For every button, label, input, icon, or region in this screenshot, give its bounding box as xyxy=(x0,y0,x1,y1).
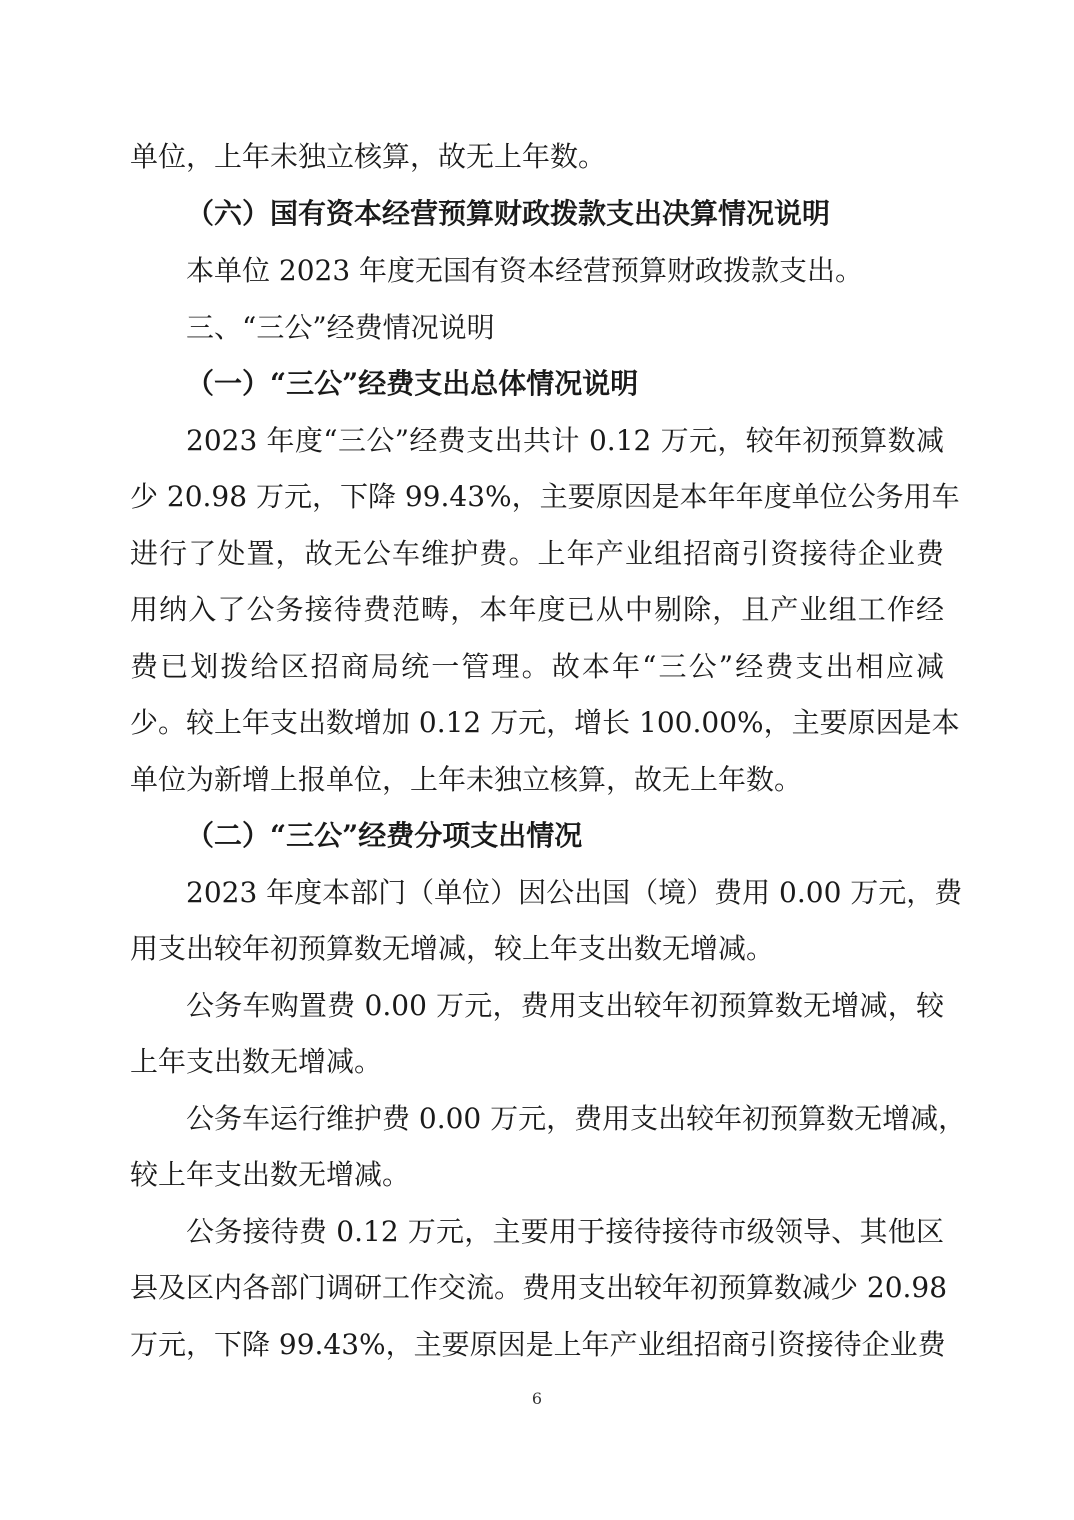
text-line: 用支出较年初预算数无增减，较上年支出数无增减。 xyxy=(130,932,775,965)
text-line: 费已划拨给区招商局统一管理。故本年“三公”经费支出相应减 xyxy=(130,650,944,683)
text-line: 单位，上年未独立核算，故无上年数。 xyxy=(130,140,607,173)
page-number: 6 xyxy=(531,1389,543,1408)
section-heading: （一）“三公”经费支出总体情况说明 xyxy=(186,367,639,400)
text-line: 公务接待费 0.12 万元，主要用于接待接待市级领导、其他区 xyxy=(186,1215,944,1248)
section-heading: （二）“三公”经费分项支出情况 xyxy=(186,819,583,852)
text-line: 万元，下降 99.43%，主要原因是上年产业组招商引资接待企业费 xyxy=(130,1328,946,1361)
text-line: 县及区内各部门调研工作交流。费用支出较年初预算数减少 20.98 xyxy=(130,1271,948,1304)
text-line: 单位为新增上报单位，上年未独立核算，故无上年数。 xyxy=(130,763,803,796)
text-line: 用纳入了公务接待费范畴，本年度已从中剔除，且产业组工作经 xyxy=(130,593,944,626)
text-line: 2023 年度“三公”经费支出共计 0.12 万元，较年初预算数减 xyxy=(186,424,944,457)
text-line: 本单位 2023 年度无国有资本经营预算财政拨款支出。 xyxy=(186,254,864,287)
section-heading: 三、“三公”经费情况说明 xyxy=(186,311,495,344)
text-line: 少。较上年支出数增加 0.12 万元，增长 100.00%，主要原因是本 xyxy=(130,706,960,739)
text-line: 进行了处置，故无公车维护费。上年产业组招商引资接待企业费 xyxy=(130,537,944,570)
text-line: 公务车购置费 0.00 万元，费用支出较年初预算数无增减，较 xyxy=(186,989,944,1022)
text-line: 少 20.98 万元，下降 99.43%，主要原因是本年年度单位公务用车 xyxy=(130,480,960,513)
text-line: 上年支出数无增减。 xyxy=(130,1045,383,1078)
text-line: 2023 年度本部门（单位）因公出国（境）费用 0.00 万元，费 xyxy=(186,876,963,909)
section-heading: （六）国有资本经营预算财政拨款支出决算情况说明 xyxy=(186,197,831,230)
text-line: 公务车运行维护费 0.00 万元，费用支出较年初预算数无增减， xyxy=(186,1102,967,1135)
text-line: 较上年支出数无增减。 xyxy=(130,1158,411,1191)
